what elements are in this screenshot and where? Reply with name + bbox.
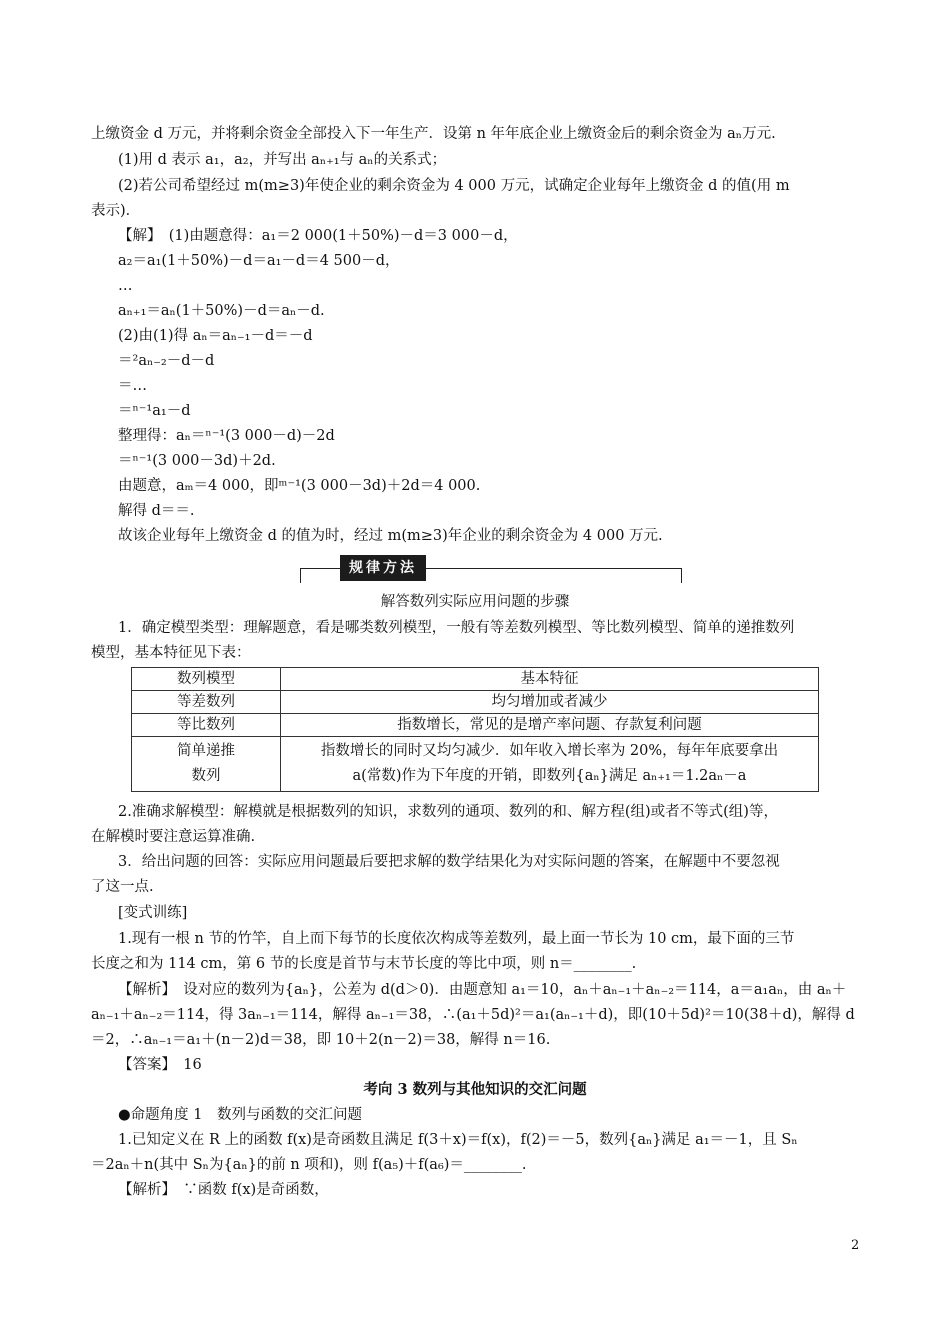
- table-header-cell: 数列模型: [132, 668, 281, 691]
- line: 故该企业每年上缴资金 d 的值为时，经过 m(m≥3)年企业的剩余资金为 4 000 万元.: [118, 528, 663, 544]
- table-header-cell: 基本特征: [281, 668, 819, 691]
- line: (1)用 d 表示 a₁，a₂，并写出 aₙ₊₁与 aₙ的关系式；: [118, 152, 447, 168]
- line: …: [118, 278, 133, 294]
- cell-line: 数列: [191, 768, 221, 784]
- table-row: [132, 737, 819, 792]
- banner-rule-left: [300, 568, 340, 569]
- line: a₂＝a₁(1＋50%)－d＝a₁－d＝4 500－d，: [118, 253, 400, 269]
- table-cell: [132, 737, 281, 792]
- line: 1.现有一根 n 节的竹竿，自上而下每节的长度依次构成等差数列，最上面一节长为 10 cm，最下面的三节: [118, 931, 795, 947]
- line: 3．给出问题的回答：实际应用问题最后要把求解的数学结果化为对实际问题的答案，在解题中不要忽视: [118, 854, 780, 870]
- line: 长度之和为 114 cm，第 6 节的长度是首节与末节长度的等比中项，则 n＝________.: [91, 956, 637, 972]
- line: [变式训练]: [118, 905, 188, 921]
- line: ＝2aₙ＋n(其中 Sₙ为{aₙ}的前 n 项和)，则 f(a₅)＋f(a₆)＝________.: [91, 1157, 527, 1173]
- line: 了这一点.: [91, 879, 154, 895]
- line: aₙ₋₁＋aₙ₋₂＝114，得 3aₙ₋₁＝114，解得 aₙ₋₁＝38，∴(a₁＋5d)²＝a₁(aₙ₋₁＋d)，即(10＋5d)²＝10(38＋d)，解得 d: [91, 1007, 855, 1023]
- table-row: [132, 668, 819, 691]
- banner-tick-right: [681, 568, 682, 583]
- cell-line: 简单递推: [177, 743, 235, 759]
- section-heading: 考向 3 数列与其他知识的交汇问题: [363, 1081, 587, 1098]
- line: 2.准确求解模型：解模就是根据数列的知识，求数列的通项、数列的和、解方程(组)或者不等式(组)等，: [118, 804, 778, 820]
- line: (2)若公司希望经过 m(m≥3)年使企业的剩余资金为 4 000 万元，试确定企业每年上缴资金 d 的值(用 m: [118, 178, 790, 194]
- line: 表示)．: [91, 203, 141, 219]
- line: 【解】 (1)由题意得：a₁＝2 000(1＋50%)－d＝3 000－d，: [118, 228, 518, 244]
- method-banner: [300, 555, 682, 585]
- line: 在解模时要注意运算准确.: [91, 829, 256, 845]
- line: ＝²aₙ₋₂－d－d: [118, 353, 215, 369]
- line: 1．确定模型类型：理解题意，看是哪类数列模型，一般有等差数列模型、等比数列模型、简单的递推数列: [118, 620, 795, 636]
- table-row: [132, 714, 819, 737]
- table-cell: 指数增长，常见的是增产率问题、存款复利问题: [281, 714, 819, 737]
- table-row: [132, 691, 819, 714]
- line: 1.已知定义在 R 上的函数 f(x)是奇函数且满足 f(3＋x)＝f(x)，f(2)＝－5，数列{aₙ}满足 a₁＝－1，且 Sₙ: [118, 1132, 798, 1148]
- method-title: 解答数列实际应用问题的步骤: [380, 594, 570, 610]
- table-cell: 等差数列: [132, 691, 281, 714]
- line: ＝ⁿ⁻¹(3 000－3d)＋2d.: [118, 453, 276, 469]
- line: 【解析】 设对应的数列为{aₙ}，公差为 d(d＞0)．由题意知 a₁＝10，aₙ＋aₙ₋₁＋aₙ₋₂＝114，a＝a₁aₙ，由 aₙ＋: [118, 982, 847, 998]
- model-table: [131, 667, 819, 792]
- line: (2)由(1)得 aₙ＝aₙ₋₁－d＝－d: [118, 328, 313, 344]
- line: ●命题角度 1 数列与函数的交汇问题: [118, 1107, 362, 1123]
- line: 上缴资金 d 万元，并将剩余资金全部投入下一年生产．设第 n 年年底企业上缴资金后的剩余资金为 aₙ万元.: [91, 126, 776, 142]
- banner-rule-right: [426, 568, 682, 569]
- line: 【答案】 16: [118, 1057, 202, 1073]
- line: 整理得：aₙ＝ⁿ⁻¹(3 000－d)－2d: [118, 428, 335, 444]
- banner-tick-left: [300, 568, 301, 583]
- line: 由题意，aₘ＝4 000，即ᵐ⁻¹(3 000－3d)＋2d＝4 000.: [118, 478, 481, 494]
- line: ＝…: [118, 378, 147, 394]
- table-cell: 等比数列: [132, 714, 281, 737]
- line: 解得 d＝＝.: [118, 503, 195, 519]
- cell-line: a(常数)作为下年度的开销，即数列{aₙ}满足 aₙ₊₁＝1.2aₙ－a: [352, 768, 747, 784]
- table-cell: [281, 737, 819, 792]
- cell-line: 指数增长的同时又均匀减少．如年收入增长率为 20%，每年年底要拿出: [320, 743, 779, 759]
- line: aₙ₊₁＝aₙ(1＋50%)－d＝aₙ－d.: [118, 303, 325, 319]
- page-number: 2: [851, 1238, 860, 1253]
- table-cell: 均匀增加或者减少: [281, 691, 819, 714]
- line: ＝2，∴aₙ₋₁＝a₁＋(n－2)d＝38，即 10＋2(n－2)＝38，解得 n＝16.: [91, 1032, 551, 1048]
- banner-label: 规律方法: [340, 555, 426, 581]
- line: 模型，基本特征见下表：: [91, 645, 251, 661]
- line: ＝ⁿ⁻¹a₁－d: [118, 403, 191, 419]
- line: 【解析】 ∵函数 f(x)是奇函数，: [118, 1182, 329, 1198]
